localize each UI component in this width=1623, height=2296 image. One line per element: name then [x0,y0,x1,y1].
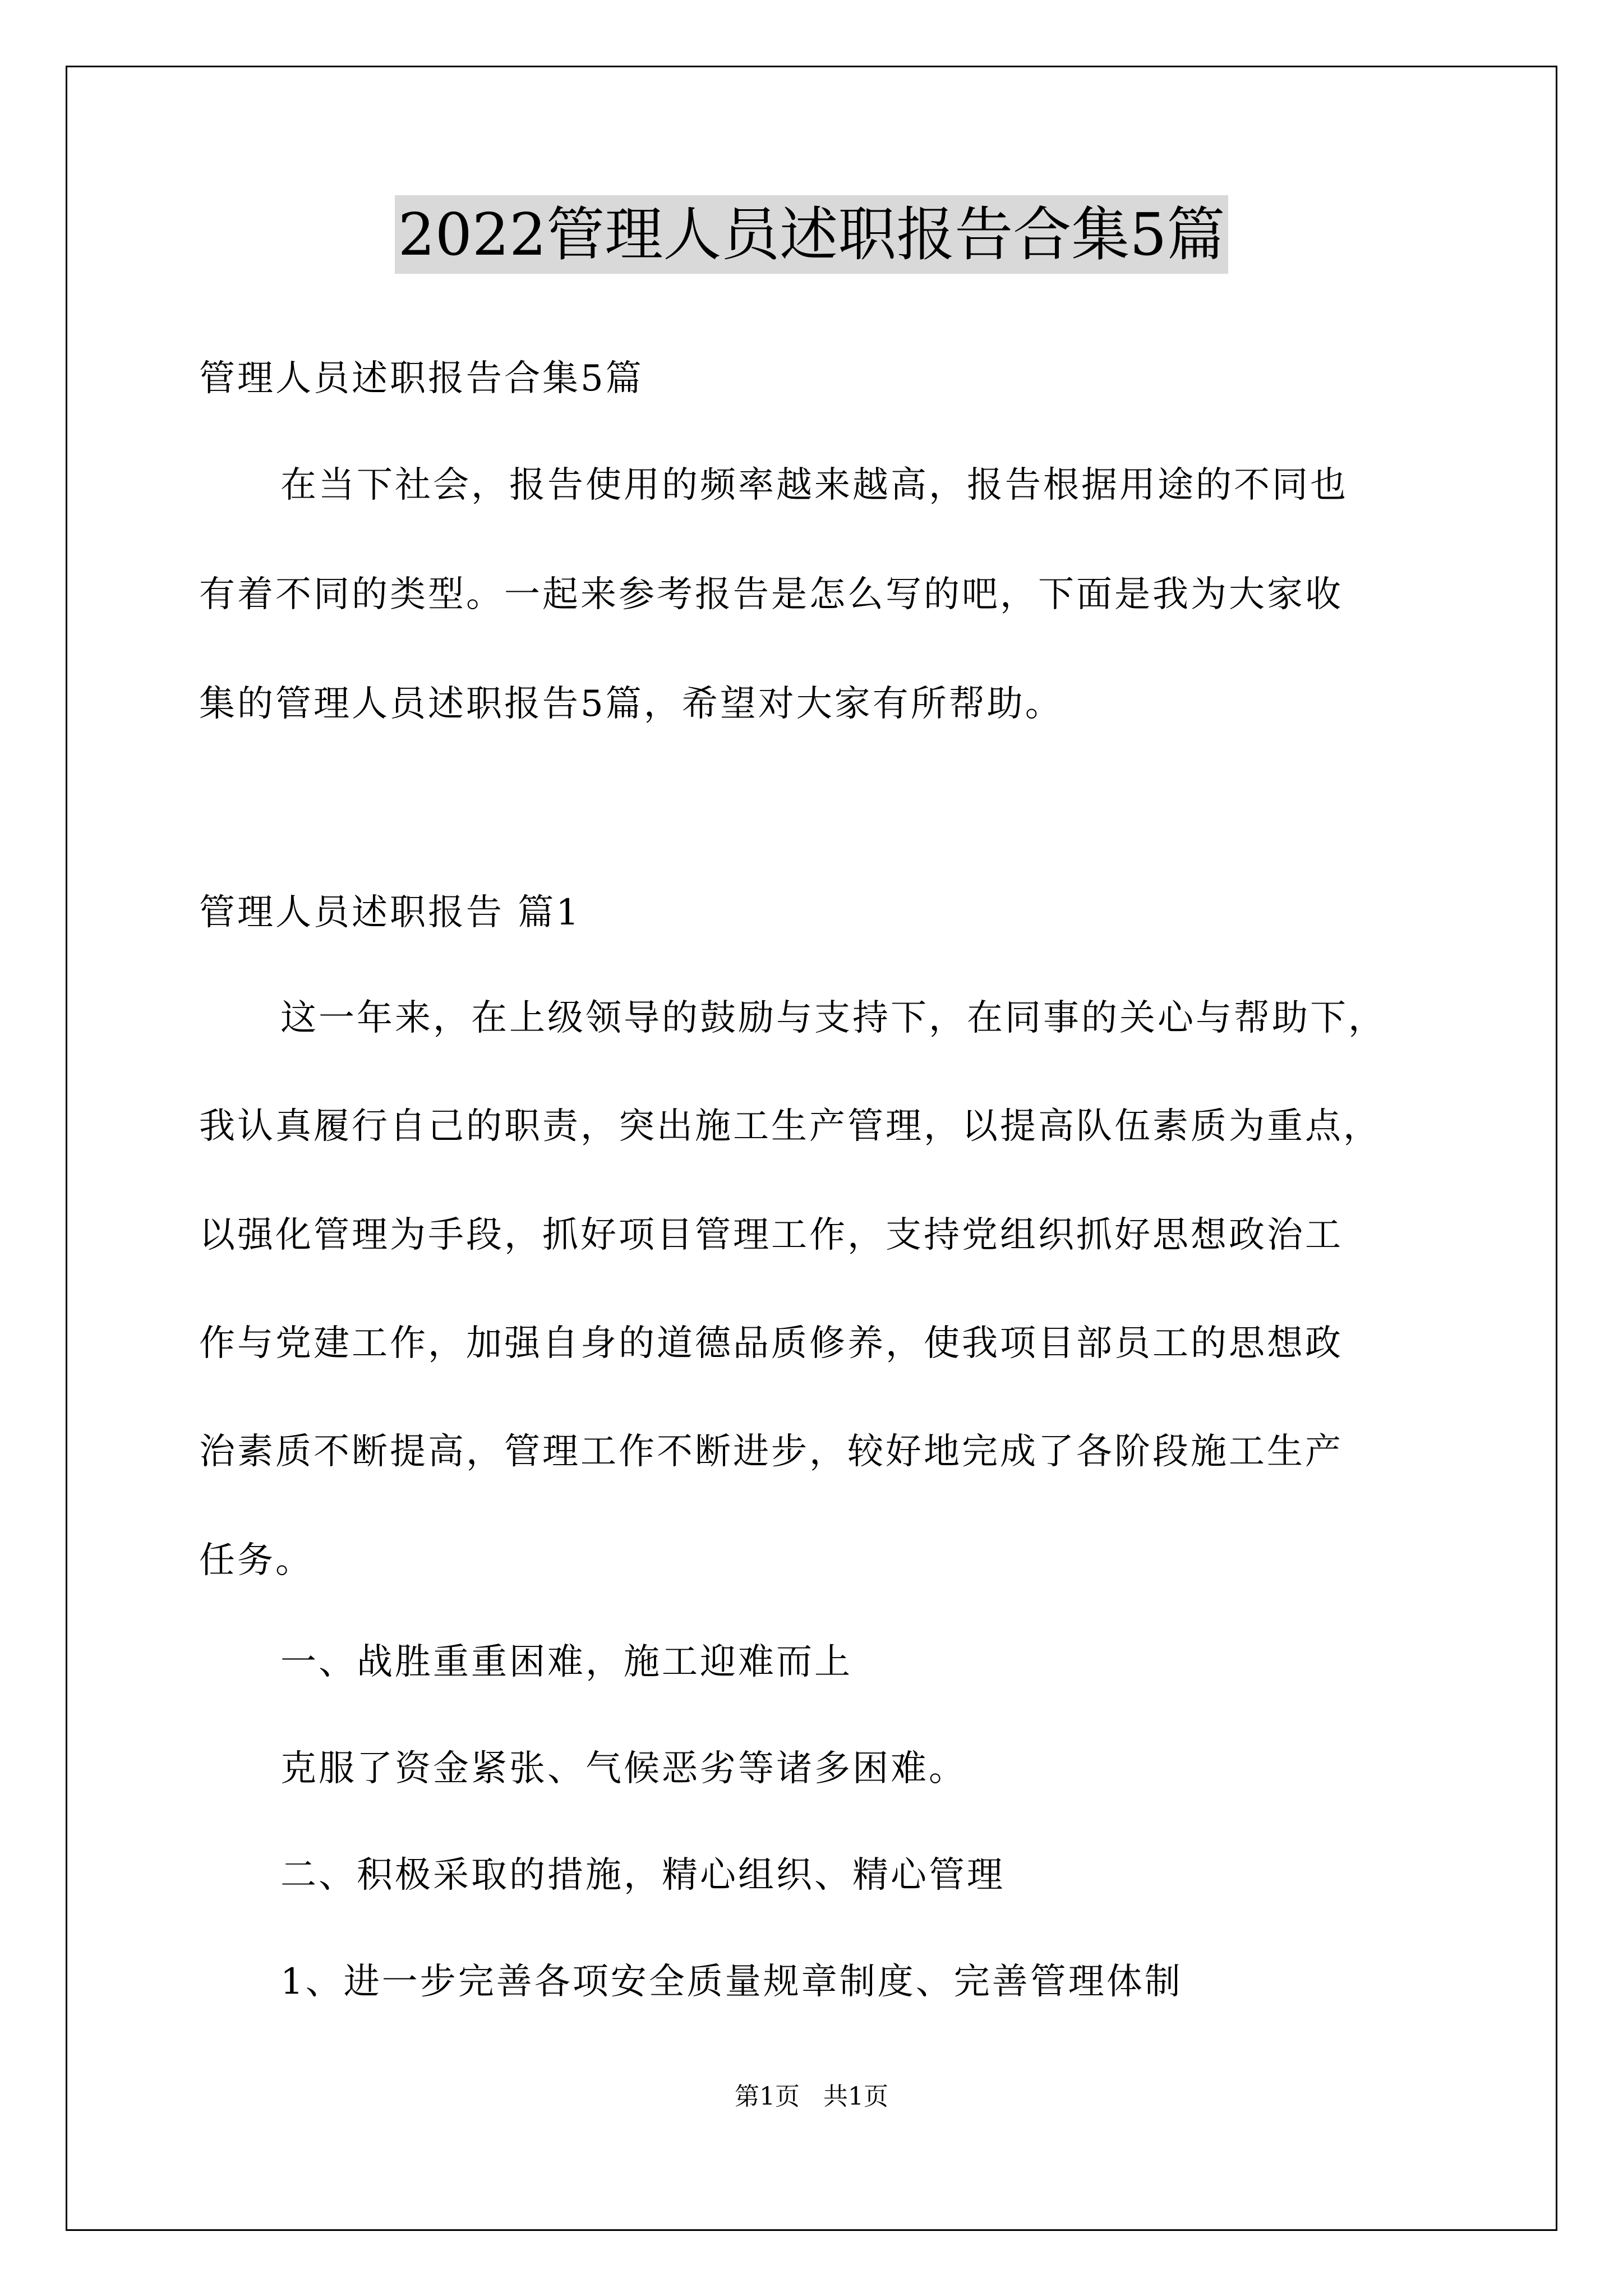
page-footer: 第1页 共1页 [735,2082,888,2111]
point-text: 1、进一步完善各项安全质量规章制度、完善管理体制 [280,1961,1183,2003]
section-heading: 管理人员述职报告 篇1 [199,892,582,933]
body-line: 任务。 [199,1540,313,1581]
body-line: 这一年来，在上级领导的鼓励与支持下，在同事的关心与帮助下， [280,997,1386,1039]
point-text: 克服了资金紧张、气候恶劣等诸多困难。 [280,1748,967,1789]
document-title: 2022管理人员述职报告合集5篇 [395,195,1229,274]
body-line: 我认真履行自己的职责，突出施工生产管理，以提高队伍素质为重点， [199,1106,1381,1147]
intro-line: 集的管理人员述职报告5篇，希望对大家有所帮助。 [199,683,1063,725]
body-line: 作与党建工作，加强自身的道德品质修养，使我项目部员工的思想政 [199,1323,1343,1364]
point-heading: 一、战胜重重困难，施工迎难而上 [280,1641,852,1683]
document-subtitle: 管理人员述职报告合集5篇 [199,358,644,399]
intro-line: 在当下社会，报告使用的频率越来越高，报告根据用途的不同也 [280,464,1348,506]
point-heading: 二、积极采取的措施，精心组织、精心管理 [280,1855,1005,1896]
body-line: 治素质不断提高，管理工作不断进步，较好地完成了各阶段施工生产 [199,1431,1343,1473]
title-container [0,195,1623,274]
body-line: 以强化管理为手段，抓好项目管理工作，支持党组织抓好思想政治工 [199,1214,1343,1256]
intro-line: 有着不同的类型。一起来参考报告是怎么写的吧，下面是我为大家收 [199,574,1343,615]
